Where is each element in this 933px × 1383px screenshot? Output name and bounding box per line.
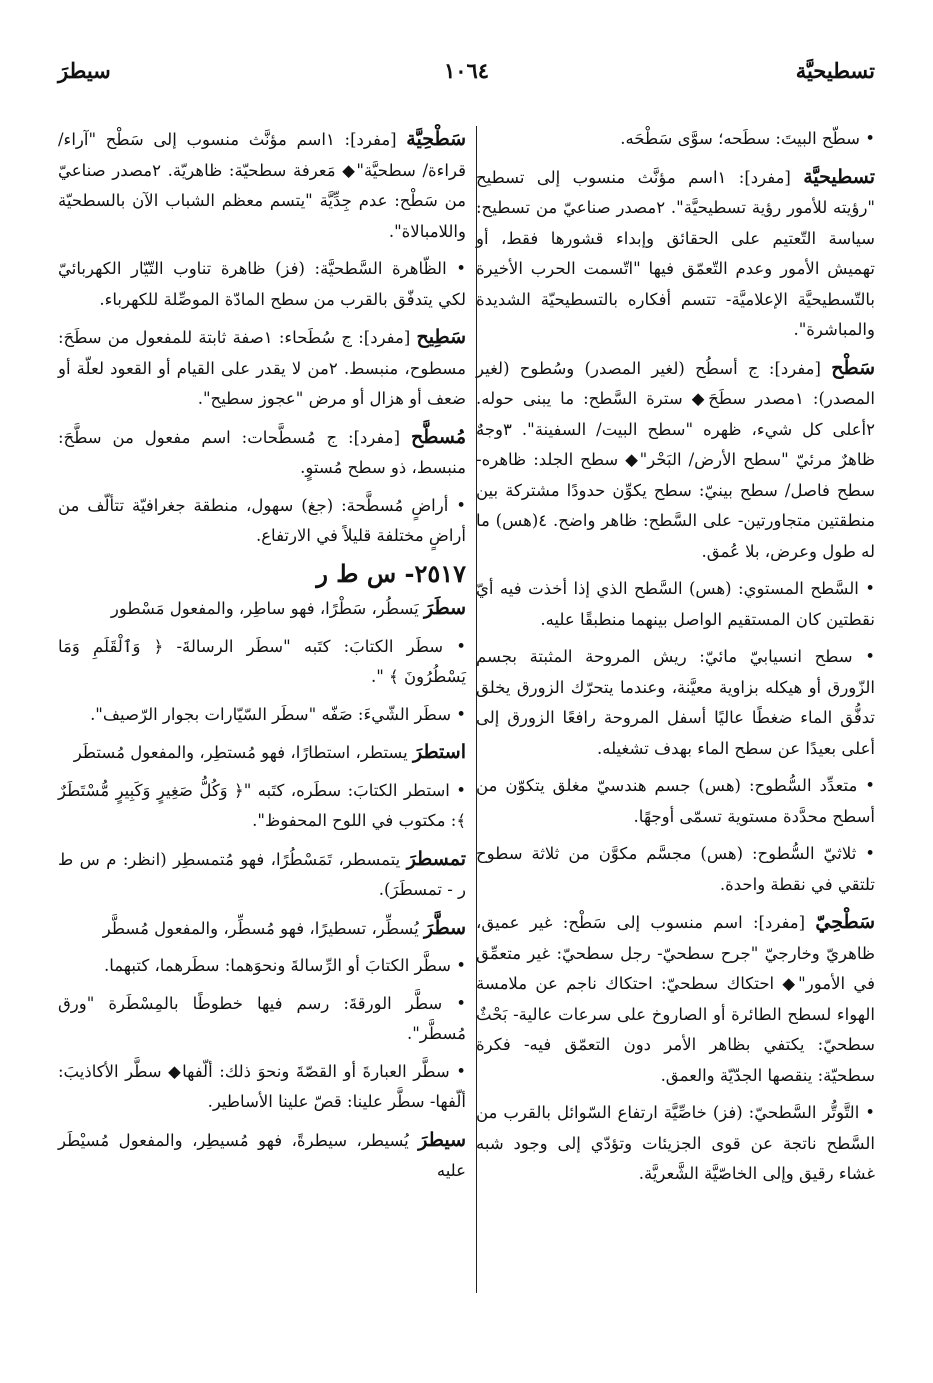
entry-definition: [مفرد]: ١اسم مؤنَّث منسوب إلى تسطيح "رؤيته للأمور رؤية تسطيحيَّة". ٢مصدر صناعيّ من تسطيح: سياسة التّعتيم على الحقائق وإبداء قشورها فقط، أو تهميش الأمور وعدم التّعمّق فيها "اتّسمت الحرب الأخيرة بالتّسطيحيَّة الإعلاميَّة- تتسم أفكاره بالتسطيحيّة الشديدة والمباشرة". bbox=[476, 167, 876, 339]
entry-definition: • متعدِّد السُّطوح: (هس) جسم هندسيّ مغلق يتكوّن من أسطح محدَّدة مستوية تسمّى أوجهًا. bbox=[476, 776, 875, 826]
left-column bbox=[58, 124, 466, 1311]
entry-headword: استطرَ bbox=[412, 741, 466, 763]
dictionary-entry bbox=[58, 1057, 466, 1118]
dictionary-entry bbox=[58, 776, 466, 837]
dictionary-entry bbox=[58, 322, 466, 415]
dictionary-entry bbox=[58, 989, 466, 1050]
dictionary-entry bbox=[476, 771, 875, 832]
entry-definition: [مفرد]: ج سُطَحاء: ١صفة ثابتة للمفعول من سطَحَ: مسطوح، منبسط. ٢من لا يقدر على القيام أو القعود لعلّة أو ضعف أو هزال أو مرض "عجوز سطيح". bbox=[58, 328, 466, 408]
entry-headword: سَطْحِيّ bbox=[815, 911, 875, 933]
entry-definition: • استطر الكتابَ: سطَره، كتَبه "﴿ وَكُلُّ صَغِيرٍ وَكَبِيرٍ مُّسْتَطَرٌ ﴾: مكتوب في اللوح المحفوظ". bbox=[58, 780, 466, 830]
entry-definition: [مفرد]: ج مُسطَّحات: اسم مفعول من سطَّحَ: منبسط، ذو سطح مُستوٍ. bbox=[58, 427, 466, 477]
dictionary-entry bbox=[58, 632, 466, 693]
entry-headword: سَطْحِيَّة bbox=[406, 128, 466, 150]
entry-definition: [مفرد]: ١اسم مؤنَّث منسوب إلى سَطْح "آراء/ قراءة/ سطحيَّة"◆ مَعرفة سطحيّة: ظاهريّة. ٢مصدر صناعيّ من سَطْح: عدم جِدِّيَّة "يتسم معظم الشباب الآن بالسطحيّة واللامبالاة". bbox=[58, 130, 466, 241]
entry-definition: • سطَّر الكتابَ أو الرِّسالةَ ونحوَهما: سطَرهما، كتبهما. bbox=[103, 956, 466, 975]
dictionary-entry bbox=[476, 642, 875, 764]
dictionary-entry bbox=[58, 737, 466, 769]
entry-definition: يَسطُر، سَطْرًا، فهو ساطِر، والمفعول مَسْطور bbox=[110, 599, 424, 618]
entry-headword: سَطْح bbox=[831, 356, 875, 379]
dictionary-entry bbox=[58, 254, 466, 315]
dictionary-entry bbox=[58, 844, 466, 906]
page-number: ١٠٦٤ bbox=[443, 58, 490, 83]
entry-definition: • سطَّر الورقةَ: رسم فيها خطوطًا بالمِسْطَرة "ورق مُسطَّر". bbox=[58, 993, 466, 1043]
dictionary-entry bbox=[476, 353, 875, 568]
entry-headword: تسطيحيَّة bbox=[803, 165, 875, 188]
dictionary-entry bbox=[58, 700, 466, 731]
entry-headword: مُسطَّح bbox=[411, 425, 466, 448]
dictionary-entry bbox=[476, 574, 875, 635]
entry-definition: • سطَّر العبارةَ أو القصّةَ ونحوَ ذلك: ألّفها◆ سطَّر الأكاذيبَ: ألّفها- سطَّر علينا: قصّ علينا الأساطير. bbox=[58, 1061, 466, 1111]
dictionary-entry bbox=[476, 1098, 875, 1190]
entry-definition: • سطَر الكتابَ: كتَبه "سطَر الرسالةَ- ﴿ وَٱلْقَلَمِ وَمَا يَسْطُرُونَ ﴾ ". bbox=[58, 636, 466, 686]
entry-definition: • التَّوتُّر السَّطحيّ: (فز) خاصِّيَّة ارتفاع السّوائل بالقرب من السَّطح ناتجة عن قوى الجزيئات وتؤدّي إلى وجود شبه غشاء رقيق وإلى الخاصّيَّة الشَّعريَّة. bbox=[476, 1103, 875, 1183]
column-divider bbox=[476, 126, 477, 1293]
running-headword-right: تسطيحيَّة bbox=[795, 58, 875, 83]
entry-definition: يُسيطر، سيطرةً، فهو مُسيطِر، والمفعول مُسيْطَر عليه bbox=[58, 1130, 466, 1180]
entry-definition: • أراضٍ مُسطَّحة: (جغ) سهول، منطقة جغرافيّة تتألّف من أراضٍ مختلفة قليلاً في الارتفاع. bbox=[58, 495, 466, 545]
dictionary-entry bbox=[58, 951, 466, 982]
dictionary-entry bbox=[58, 593, 466, 625]
dictionary-entry bbox=[58, 491, 466, 552]
entry-headword: تمسطرَ bbox=[406, 847, 466, 870]
entry-definition: • الظّاهرة السَّطحيَّة: (فز) ظاهرة تناوب التّيّار الكهربائيّ لكي يتدفّق بالقرب من سطح المادّة الموصِّلة للكهرباء. bbox=[58, 259, 466, 309]
entry-definition: • ثلاثيّ السُّطوح: (هس) مجسَّم مكوَّن من ثلاثة سطوح تلتقي في نقطة واحدة. bbox=[476, 844, 875, 894]
entry-headword: سيطرَ bbox=[418, 1128, 466, 1151]
entry-definition: • سطَر الشّيءَ: صَفّه "سطَر السّيّارات بجوار الرّصيف". bbox=[90, 704, 466, 724]
page-header bbox=[58, 58, 875, 98]
dictionary-entry bbox=[58, 124, 466, 247]
entry-definition: • السَّطح المستوي: (هس) السَّطح الذي إذا أخذت فيه أيّ نقطتين كان المستقيم الواصل بينهما منطبقًا عليه. bbox=[476, 579, 875, 629]
entry-definition: • سطح انسيابيّ مائيّ: ريش المروحة المثبتة بجسم الزّورق أو هيكله بزاوية معيَّنة، وعندما يتحرّك الزورق يخلق تدفُّق الماء ضغطًا عاليًا أسفل المروحة رافعًا الزورق إلى أعلى بعيدًا عن سطح الماء بهدف تشغيله. bbox=[476, 647, 875, 758]
entry-headword: سطَرَ bbox=[424, 597, 466, 619]
right-column bbox=[476, 124, 875, 1311]
entry-definition: [مفرد]: اسم منسوب إلى سَطْح: غير عميق، ظاهريّ وخارجيّ "جرح سطحيّ- رجل سطحيّ: غير متعمِّق في الأمور"◆ احتكاك سطحيّ: احتكاك ناجم عن ملامسة الهواء لسطح الطائرة أو الصاروخ على سرعات عالية- بَحْثٌ سطحيّ: يكتفي بظاهر الأمر دون التعمّق فيه- فكرة سطحيّة: ينقصها الجدّيّة والعمق. bbox=[476, 913, 875, 1085]
entry-definition: يتمسطر، تَمَسْطُرًا، فهو مُتمسطِر (انظر: م س ط ر - تمسطَرَ). bbox=[58, 849, 466, 899]
entry-definition: • سطّح البيتَ: سطَحه؛ سوَّى سَطْحَه. bbox=[620, 129, 875, 148]
dictionary-entry bbox=[476, 839, 875, 900]
entry-headword: سطَّرَ bbox=[424, 916, 466, 939]
dictionary-entry bbox=[58, 422, 466, 484]
running-headword-left: سيطرَ bbox=[58, 58, 111, 83]
entry-definition: [مفرد]: ج أسطُح (لغير المصدر) وسُطوح (لغير المصدر): ١مصدر سطَحَ◆ سترة السَّطح: ما يبنى حوله. ٢أعلى كل شيء، ظهره "سطح البيت/ السفينة". ٣وجهٌ ظاهرٌ مرئيّ "سطح الأرض/ البَحْر"◆ سطح الجلد: ظاهره- سطح فاصل/ سطح بينيّ: سطح يكوِّن حدودًا مشتركة بين منطقتين متجاورتين- على السَّطح: ظاهر واضح. ٤(هس) ما له طول وعرض، بلا عُمق. bbox=[476, 358, 875, 561]
dictionary-entry bbox=[476, 124, 875, 155]
root-section-heading: ٢٥١٧- س ط ر bbox=[316, 558, 466, 588]
dictionary-entry bbox=[58, 913, 466, 945]
entry-definition: يستطر، استطارًا، فهو مُستطِر، والمفعول مُستطَر bbox=[73, 743, 413, 762]
entry-definition: يُسطِّر، تسطيرًا، فهو مُسطِّر، والمفعول مُسطَّر bbox=[102, 918, 424, 938]
dictionary-entry bbox=[476, 907, 875, 1091]
dictionary-entry bbox=[476, 162, 875, 346]
dictionary-entry bbox=[58, 1125, 466, 1187]
entry-headword: سَطِيح bbox=[416, 326, 466, 348]
